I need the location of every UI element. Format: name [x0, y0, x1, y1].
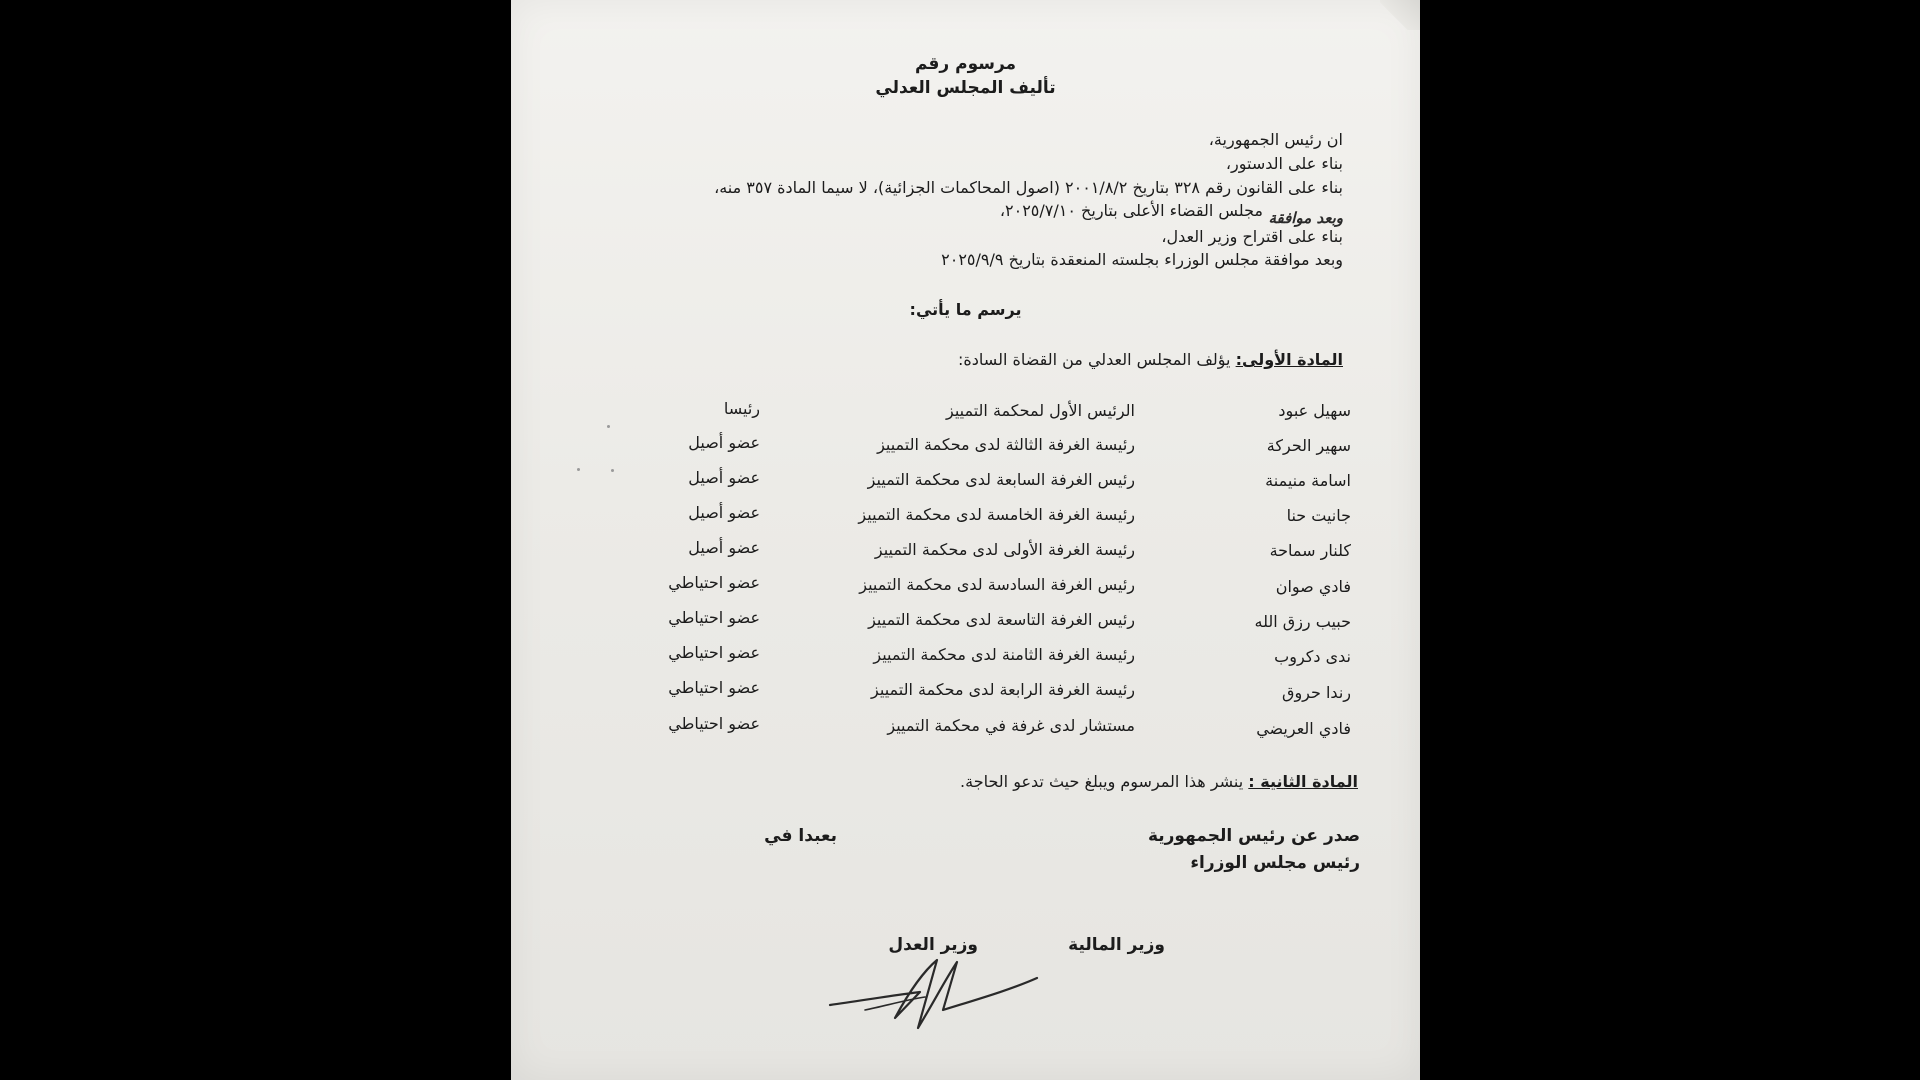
member-name: فادي صوان — [1275, 577, 1351, 596]
paper-speck — [577, 468, 580, 471]
member-status: عضو احتياطي — [668, 714, 760, 733]
member-name: حبيب رزق الله — [1254, 612, 1351, 631]
member-name: سهير الحركة — [1266, 436, 1351, 455]
decree-number-label: مرسوم رقم — [914, 54, 1017, 74]
decree-document-page — [511, 0, 1420, 1080]
handwritten-insert: وبعد موافقة — [1268, 209, 1343, 227]
member-role: رئيسة الغرفة الأولى لدى محكمة التمييز — [874, 540, 1135, 559]
article-two — [960, 772, 1358, 791]
prime-minister-label: رئيس مجلس الوزراء — [1190, 853, 1360, 873]
member-role: رئيسة الغرفة الرابعة لدى محكمة التمييز — [871, 680, 1135, 699]
preamble-line-5: بناء على اقتراح وزير العدل، — [1161, 227, 1343, 246]
article-two-label: المادة الثانية : — [1248, 772, 1358, 791]
member-role: رئيسة الغرفة الثالثة لدى محكمة التمييز — [877, 435, 1135, 454]
member-status: عضو أصيل — [688, 538, 760, 557]
decrees-heading: يرسم ما يأتي: — [909, 300, 1022, 319]
member-name: جانيت حنا — [1286, 506, 1351, 525]
finance-minister-label: وزير المالية — [1068, 935, 1165, 955]
member-role: رئيس الغرفة السادسة لدى محكمة التمييز — [859, 575, 1135, 594]
member-name: رندا حروق — [1282, 683, 1351, 702]
member-role: رئيس الغرفة التاسعة لدى محكمة التمييز — [868, 610, 1135, 629]
page-corner-fold — [1380, 0, 1420, 30]
paper-speck — [607, 425, 610, 428]
member-name: كلنار سماحة — [1269, 541, 1351, 560]
member-status: عضو أصيل — [688, 503, 760, 522]
member-name: اسامة منيمنة — [1265, 471, 1351, 490]
member-role: الرئيس الأول لمحكمة التمييز — [945, 401, 1135, 420]
article-one — [958, 350, 1343, 369]
member-role: مستشار لدى غرفة في محكمة التمييز — [887, 716, 1135, 735]
member-name: فادي العريضي — [1256, 719, 1351, 738]
preamble-line-1: ان رئيس الجمهورية، — [1208, 130, 1343, 149]
member-status: عضو احتياطي — [668, 608, 760, 627]
member-role: رئيس الغرفة السابعة لدى محكمة التمييز — [867, 470, 1135, 489]
preamble-line-3: بناء على القانون رقم ٣٢٨ بتاريخ ٢٠٠١/٨/٢ (اصول المحاكمات الجزائية)، لا سيما المادة ٣٥٧ منه، — [714, 178, 1343, 197]
article-one-text: يؤلف المجلس العدلي من القضاة السادة: — [958, 350, 1231, 369]
member-role: رئيسة الغرفة الثامنة لدى محكمة التمييز — [873, 645, 1135, 664]
paper-speck — [611, 469, 614, 472]
issued-by: صدر عن رئيس الجمهورية — [1147, 826, 1360, 846]
member-status: عضو احتياطي — [668, 573, 760, 592]
article-two-text: ينشر هذا المرسوم ويبلغ حيث تدعو الحاجة. — [960, 772, 1244, 791]
member-name: ندى دكروب — [1274, 647, 1351, 666]
justice-minister-label: وزير العدل — [888, 935, 978, 955]
member-role: رئيسة الغرفة الخامسة لدى محكمة التمييز — [858, 505, 1135, 524]
member-status: عضو احتياطي — [668, 643, 760, 662]
decree-title: تأليف المجلس العدلي — [875, 78, 1056, 98]
member-status: عضو أصيل — [688, 433, 760, 452]
preamble-line-2: بناء على الدستور، — [1225, 154, 1343, 173]
preamble-line-4: مجلس القضاء الأعلى بتاريخ ٢٠٢٥/٧/١٠، — [999, 201, 1263, 220]
member-status: عضو احتياطي — [668, 678, 760, 697]
member-status: عضو أصيل — [688, 468, 760, 487]
member-status: رئيسا — [723, 399, 760, 418]
justice-minister-signature — [825, 940, 1045, 1040]
place-of-issue: بعبدا في — [764, 826, 837, 846]
preamble-line-6: وبعد موافقة مجلس الوزراء بجلسته المنعقدة بتاريخ ٢٠٢٥/٩/٩ — [941, 250, 1343, 269]
article-one-label: المادة الأولى: — [1235, 350, 1343, 369]
member-name: سهيل عبود — [1278, 401, 1351, 420]
